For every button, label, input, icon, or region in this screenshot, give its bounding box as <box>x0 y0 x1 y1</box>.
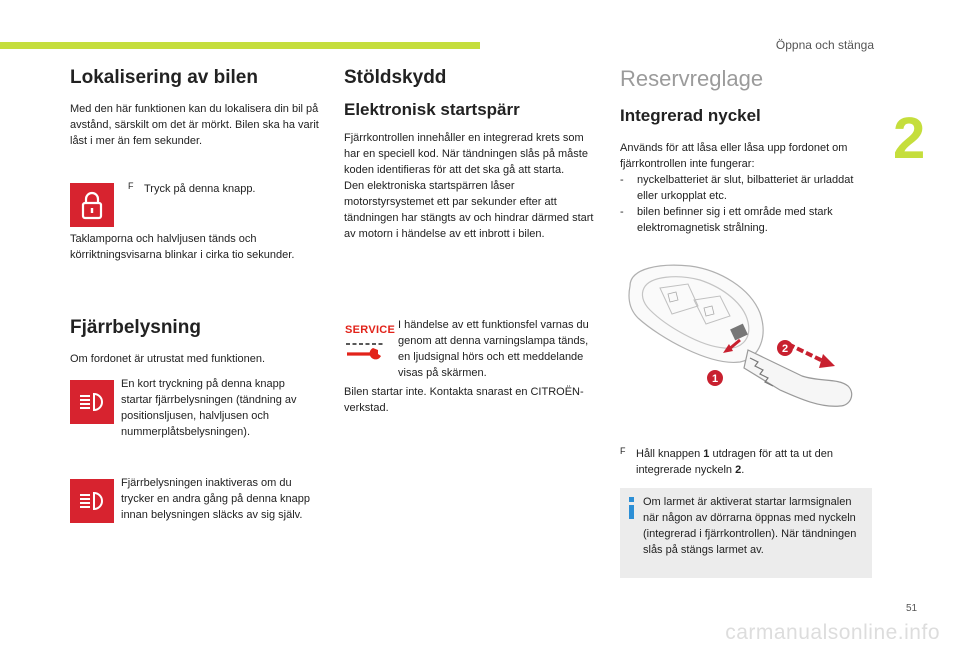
section-title: Fjärrbelysning <box>70 317 201 338</box>
callout-1-label: 1 <box>711 373 719 385</box>
service-warning-icon <box>345 324 396 364</box>
section-anti-theft <box>344 67 598 242</box>
lighting-button-icon <box>70 380 114 424</box>
note-text: Om larmet är aktiverat startar larmsignalen när någon av dörrarna öppnas med nyckeln (integrerad i fjärrkontrollen). När tändningen slås på stängs larmet av. <box>643 496 857 556</box>
chapter-title: Öppna och stänga <box>775 38 874 52</box>
section-remote-lighting <box>70 317 320 367</box>
no-start-info <box>344 384 594 416</box>
section-title: Stöldskydd <box>344 67 447 88</box>
section-locate-car <box>70 67 320 149</box>
callout-2-label: 2 <box>781 343 789 355</box>
lights-text: Taklamporna och halvljusen tänds och körriktningsvisarna blinkar i cirka tio sekunder. <box>70 233 295 261</box>
short-press-info <box>121 376 313 440</box>
deactivate-info <box>121 475 313 523</box>
service-label: SERVICE <box>345 324 396 336</box>
intro-text: Om fordonet är utrustat med funktionen. <box>70 353 266 365</box>
chapter-number: 2 <box>893 106 926 171</box>
list-item-text: bilen befinner sig i ett område med stark elektromagnetisk strålning. <box>637 206 833 234</box>
list-item <box>620 204 875 236</box>
list-item <box>620 172 875 204</box>
intro-text: Med den här funktionen kan du lokalisera din bil på avstånd, särskilt om det är mörkt. Bilen ska ha varit låst i mer än fem sekunder. <box>70 103 319 147</box>
info-icon <box>629 497 634 519</box>
intro-text: Används för att låsa eller låsa upp fordonet om fjärrkontrollen inte fungerar: <box>620 142 848 170</box>
section-backup-control <box>620 66 875 236</box>
lock-button-icon <box>70 183 114 227</box>
lighting-button-icon <box>70 479 114 523</box>
no-start-text: Bilen startar inte. Kontakta snarast en CITROËN-verkstad. <box>344 386 584 414</box>
body-text: Fjärrkontrollen innehåller en integrerad krets som har en speciell kod. När tändningen slås på måste koden identifieras för att det ska gå att starta. <box>344 132 588 176</box>
dash-icon: - <box>620 206 624 218</box>
hold-instruction <box>620 446 891 478</box>
page-number: 51 <box>906 603 918 614</box>
list-item-text: nyckelbatteriet är slut, bilbatteriet är urladdat eller urkopplat etc. <box>637 174 854 202</box>
short-press-text: En kort tryckning på denna knapp startar fjärrbelysningen (tändning av positionsljusen, halvljusen och nummerplåtsbelysningen). <box>121 378 297 438</box>
hold-text: Håll knappen 1 utdragen för att ta ut den integrerade nyckeln 2. <box>636 448 833 476</box>
info-note <box>620 488 872 578</box>
deactivate-text: Fjärrbelysningen inaktiveras om du trycker en andra gång på denna knapp innan belysningen släcks av sig själv. <box>121 477 310 521</box>
section-subtitle: Elektronisk startspärr <box>344 100 520 119</box>
integrated-key-illustration <box>620 258 870 420</box>
press-instruction <box>128 181 334 197</box>
bullet-icon: F <box>620 446 626 456</box>
malfunction-text: I händelse av ett funktionsfel varnas du genom att denna varningslampa tänds, en ljudsignal hörs och ett meddelande visas på skärmen. <box>398 319 589 379</box>
press-text: Tryck på denna knapp. <box>144 183 256 195</box>
chapter-accent-bar <box>0 42 480 49</box>
section-subtitle: Integrerad nyckel <box>620 106 761 125</box>
section-title: Lokalisering av bilen <box>70 67 258 88</box>
malfunction-info <box>398 317 594 381</box>
section-title: Reservreglage <box>620 66 764 91</box>
body-text: Den elektroniska startspärren låser motorstyrsystemet ett par sekunder efter att tändningen har stängts av och hindrar därmed start av motorn i händelse av ett inbrott i bilen. <box>344 180 594 240</box>
bullet-icon: F <box>128 181 134 191</box>
dash-icon: - <box>620 174 624 186</box>
watermark: carmanualsonline.info <box>725 621 940 644</box>
lights-info <box>70 231 325 263</box>
